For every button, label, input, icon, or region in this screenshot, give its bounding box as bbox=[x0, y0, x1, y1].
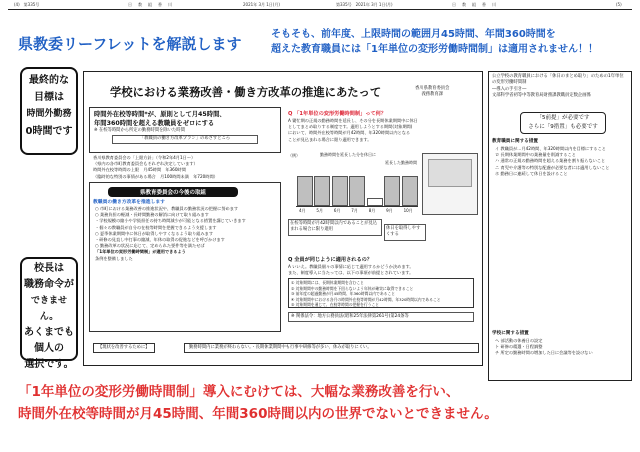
question-2: Q 全員が同じように適用されるの？ bbox=[288, 257, 373, 263]
leaflet-issuer bbox=[415, 86, 449, 99]
paper-name-right: 日 教 組 香 川 bbox=[452, 2, 497, 7]
chart-month-label: 4月 bbox=[299, 208, 306, 213]
issuer-line-1: 香川県教育委員会 bbox=[415, 86, 450, 91]
chart-bar bbox=[367, 198, 383, 206]
requirements-line1: 「5前提」が必要です bbox=[536, 115, 590, 121]
principal-line-2: 職務命令が bbox=[24, 279, 74, 290]
bottom-label: 【現状を改善するために】 bbox=[93, 343, 155, 353]
answer-2 bbox=[288, 264, 476, 276]
chart-example-label: （例） bbox=[288, 153, 300, 158]
goal-box bbox=[89, 107, 281, 153]
manual-cover-image bbox=[428, 159, 472, 187]
measure-item: ロ 長期休業期間中の業務量を削減すること bbox=[495, 152, 576, 158]
date-left: 2021年 3月 1日(月) bbox=[243, 2, 280, 7]
headline-right-line1: そもそも、前年度、上限時間の範囲月45時間、年間360時間を bbox=[271, 29, 556, 40]
efforts-item: ○ 市町における業務改善の推進状況や、教職員の勤務状況の把握に努めます bbox=[95, 206, 239, 211]
goal-line-1: 最終的な bbox=[29, 75, 69, 86]
answer-1-line: において、時間外在校等時間が月42時間、年320時間以内となる bbox=[288, 130, 411, 136]
chart-month-label: 9月 bbox=[386, 208, 393, 213]
principal-callout bbox=[20, 257, 78, 370]
principal-line-4: あくまでも bbox=[24, 327, 74, 338]
policy-line4: （臨時的な特別の事情がある場合 月100時間未満 年720時間） bbox=[93, 173, 218, 179]
answer-1-line: ことが見込まれる場合に限り適用できます。 bbox=[288, 136, 372, 142]
masthead-rule bbox=[8, 9, 632, 10]
page-number-left: (4) 第335号 bbox=[14, 2, 40, 7]
goal-callout bbox=[20, 67, 78, 155]
chart-month-label: 7月 bbox=[351, 208, 358, 213]
manual-box bbox=[492, 74, 626, 100]
manual-thumbnail bbox=[422, 153, 478, 215]
condition-item: ① 対象期間には、長期休業期間を含むこと bbox=[291, 280, 364, 285]
condition-item: ③ 前年度の超過勤務が月45時間、年360時間以内であること bbox=[291, 291, 396, 296]
issuer-line-2: 義務教育課 bbox=[421, 92, 443, 98]
efforts-item: ○ 夏季休業期間中に休日が取得しやすくなるよう取り組みます bbox=[95, 230, 214, 236]
answer-2-line: A いいえ。教職員個々の事情に応じて適用するかどうか決めます。 bbox=[288, 264, 414, 269]
efforts-item: ○ 業務負担の軽減・長時間勤務の解消に向けて取り組みます bbox=[95, 212, 209, 218]
efforts-item: ・個々の教職員が自分の在校等時間を把握できるよう支援します bbox=[95, 224, 217, 230]
school-measures-title: 学校に関する措置 bbox=[492, 331, 529, 336]
chart-bar bbox=[384, 176, 400, 206]
headline-right bbox=[271, 27, 598, 57]
answer-1-line: A 繁忙期の正規の勤務時間を延長し、その分を長期休業期間中に休日 bbox=[288, 118, 418, 123]
policy-line3: 時間外在校等時間の上限 月45時間 年360時間 bbox=[93, 167, 186, 173]
measure-item: ヘ 部活動の休養日の設定 bbox=[495, 338, 543, 343]
bottom-message-line2: 時間外在校等時間が月45時間、年間360時間以内の世界でないとできません。 bbox=[18, 406, 498, 422]
paper-name-left: 日 教 組 香 川 bbox=[128, 2, 173, 7]
goal-line-2: 目標は bbox=[34, 92, 64, 103]
bottom-message-line1: 「1年単位の変形労働時間制」導入にむけては、大幅な業務改善を行い、 bbox=[18, 384, 460, 400]
bottom-text: 勤務時間内に業務が終わらない。・長期休業期間中も行事や研修等が多い、休みが取りにくい。 bbox=[184, 343, 479, 353]
manual-title: 公立学校の教育職員における「休日のまとめ取り」のための1年単位の変形労働時間制 bbox=[492, 74, 624, 86]
chart-bar bbox=[314, 176, 330, 206]
upper-limit-policy bbox=[93, 155, 279, 180]
chart-note-right: 休日を取得しやすくする bbox=[384, 224, 426, 241]
policy-line1: 香川県教育委員会の「上限方針」（令和2年4月1日～） bbox=[93, 155, 196, 160]
date-right: 第335号 2021年 3月 1日(月) bbox=[336, 2, 393, 7]
efforts-item: ・学校規模の縮小や学級担任の持ち時間減少が可能となる措置を講じていきます bbox=[95, 218, 246, 224]
teacher-measures-list bbox=[495, 146, 625, 177]
chart-month-label: 10月 bbox=[403, 208, 413, 213]
goal-line-3: 時間外勤務 bbox=[26, 109, 72, 119]
page-number-right: (5) bbox=[616, 2, 622, 7]
principal-line-5: 個人の bbox=[34, 343, 64, 354]
chart-month-label: 8月 bbox=[368, 208, 376, 213]
headline-left: 県教委リーフレットを解説します bbox=[18, 35, 242, 53]
school-measures-list bbox=[495, 338, 625, 357]
plan-label: 「教職員の働き方改革プラン」のめざすところ bbox=[112, 135, 258, 143]
chart-month-label: 6月 bbox=[333, 208, 341, 213]
efforts-item: ○ 勤務改革の状況に応じて、定められた要件等を満たせば bbox=[95, 243, 205, 249]
measure-item: ト 研修の精選・日程調整 bbox=[495, 344, 543, 350]
chart-month-label: 5月 bbox=[316, 208, 323, 213]
leaflet-title: 学校における業務改善・働き方改革の推進にあたって bbox=[110, 86, 382, 99]
condition-item: ② 対象期間中の勤務時間を下回らないよう年休が確実に取得できること bbox=[291, 285, 414, 291]
headline-right-line2: 超えた教育職員には「1年単位の変形労働時間制」は適用されません！！ bbox=[271, 44, 598, 55]
manual-subtitle: ―導入の手引き― bbox=[492, 86, 527, 92]
chart-bar bbox=[332, 176, 348, 206]
efforts-item: 条例を整備しました bbox=[95, 255, 133, 261]
efforts-list bbox=[95, 206, 275, 262]
manual-publisher: 文部科学省初等中等教育局財務課教職員定数企画係 bbox=[492, 93, 591, 99]
chart-bar bbox=[349, 176, 365, 206]
measure-item: ホ 勤務日に連続して休日を設けること bbox=[495, 170, 568, 176]
example-chart bbox=[296, 168, 418, 207]
principal-line-1: 校長は bbox=[34, 263, 64, 274]
goal-box-note: ※ 在校等時間から所定の勤務時間を除いた時間 bbox=[94, 128, 185, 133]
principal-line-6: 選択です。 bbox=[24, 359, 74, 370]
chart-top-label: 勤務時間を延長した分を休日に bbox=[320, 152, 376, 157]
goal-box-line2: 年間360時間を超える教職員をゼロにする bbox=[94, 120, 215, 127]
efforts-item-highlight: 「1年単位の変形労働時間制」が適用できるよう bbox=[95, 249, 186, 255]
answer-2-line: また、制度導入に当たっては、以下の事項が前提とされています。 bbox=[288, 270, 414, 276]
measure-item: チ 所定の勤務時間の増加した日に会議等を設けない bbox=[495, 350, 593, 356]
chart-top-label-2: 延長した勤務時間 bbox=[385, 160, 417, 165]
measure-item: ニ 育児や介護等の特別な配慮が必要な者には適用しないこと bbox=[495, 164, 610, 170]
condition-item: ④ 対象期間中における各月の時間外在校等時間が月42時間、年320時間以内であること bbox=[291, 296, 441, 302]
chart-bar bbox=[297, 176, 313, 206]
goal-line-4: 0時間です bbox=[25, 126, 73, 137]
condition-item: ⑤ 対象期間を通じて、在校等時間の把握を行うこと bbox=[291, 302, 380, 307]
efforts-item: ・研修の見直し中打事の縮減、年休の取得の促進などを呼びかけます bbox=[95, 237, 225, 243]
measure-item: ハ 通常の正規の勤務時間を超える業務を割り振らないこと bbox=[495, 158, 606, 164]
answer-1-line: としてまとめ取りする制度です。適用しようとする期間(対象期間) bbox=[288, 124, 413, 130]
conditions-box bbox=[288, 278, 474, 308]
efforts-header: 県教育委員会の今後の取組 bbox=[108, 187, 238, 197]
question-1: Q 「1年単位の変形労働時間制」って何？ bbox=[288, 111, 387, 117]
requirements-callout bbox=[520, 112, 606, 134]
answer-1 bbox=[288, 118, 476, 143]
teacher-measures-title: 教育職員に関する措置 bbox=[492, 139, 538, 144]
principal-line-3: できません。 bbox=[30, 296, 67, 322]
efforts-subheader: 教職員の働き方改革を推進します bbox=[93, 200, 165, 205]
requirements-line2: さらに「9措置」も必要です bbox=[528, 124, 598, 130]
policy-line2: （県内の各市町教育委員会もそれぞれ決定しています） bbox=[93, 161, 198, 167]
measure-item: イ 教職員が…月42時間、年320時間以内を目標にすること bbox=[495, 146, 606, 151]
example-chart-months bbox=[296, 208, 418, 214]
footnote: ※ 関係法令：地方公務員法(昭和25年法律第261号)第24条等 bbox=[288, 312, 474, 322]
goal-box-line1: 時間外在校等時間*が、原則として月45時間、 bbox=[94, 111, 226, 118]
chart-note-left: 在校等時間が月42時間以内であることが見込まれる場合に限り適用 bbox=[288, 219, 382, 236]
chart-bar bbox=[402, 176, 418, 206]
